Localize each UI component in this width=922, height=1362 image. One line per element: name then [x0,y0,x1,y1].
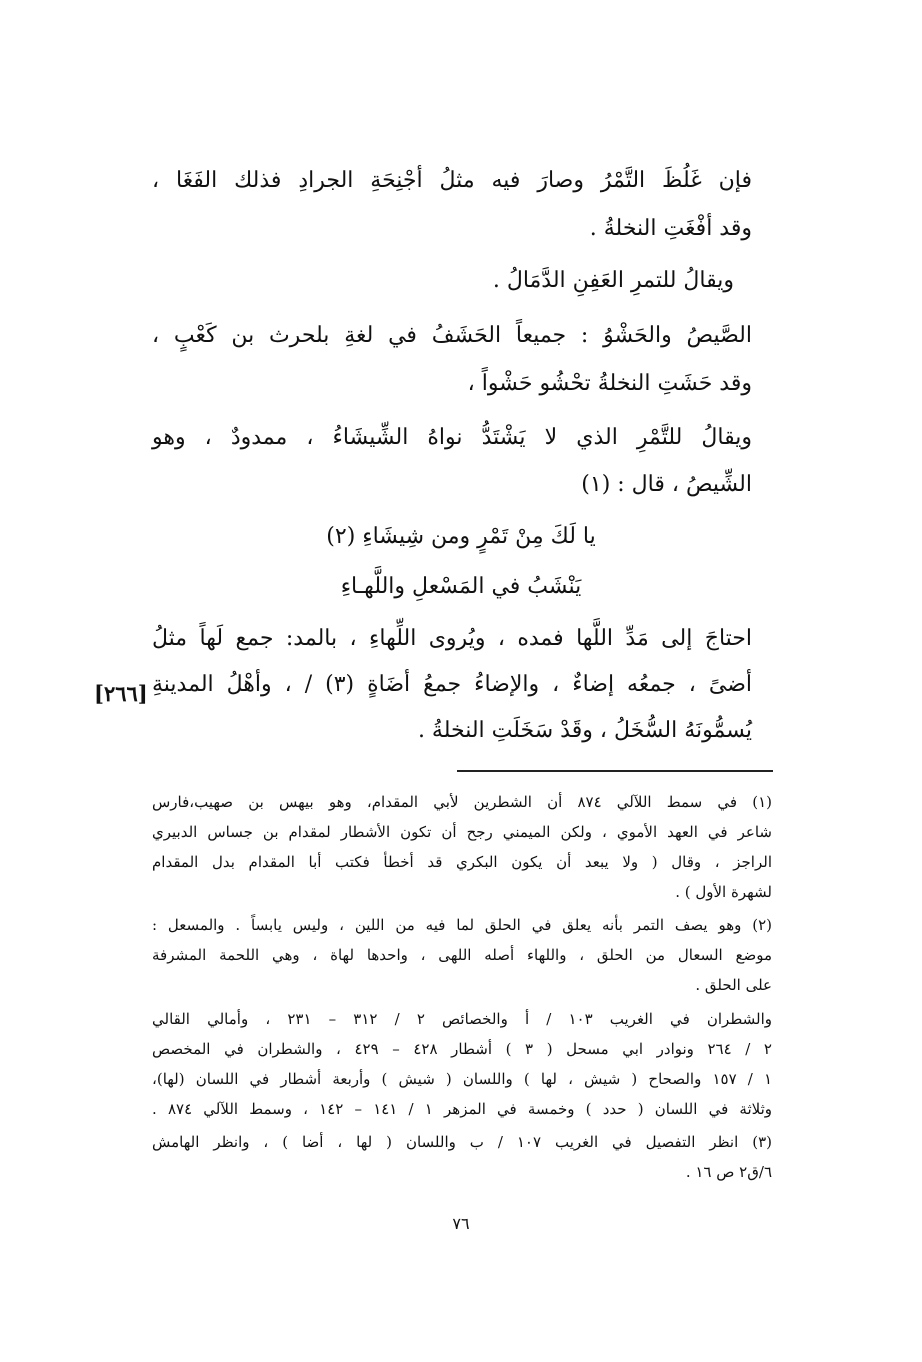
body-line-4: الصَّيصُ والحَشْوُ : جميعاً الحَشَفُ في لغةِ بلحرث بن كَعْبٍ ، [152,323,752,348]
page-number: ٧٦ [452,1214,470,1233]
body-line-10: يُسمُّونَهُ السُّخَلُ ، وقَدْ سَخَلَتِ النخلةُ . [417,718,752,743]
verse-line-1: يا لَكَ مِنْ تَمْرٍ ومن شِيشَاءِ (٢) [326,524,596,549]
body-line-9: أضىً ، جمعُه إضاءٌ ، والإضاءُ جمعُ أضَاةٍ (٣) / ، وأهْلُ المدينةِ [152,672,752,697]
footnote-2-line-1: (٢) وهو يصف التمر بأنه يعلق في الحلق لما فيه من اللين ، وليس يابساً . والمسعل : [152,916,772,934]
body-line-6: ويقالُ للتَّمْرِ الذي لا يَشْتَدُّ نواهُ الشِّيشَاءُ ، ممدودٌ ، وهو [152,425,752,450]
footnote-2-line-7: وثلاثة في اللسان ( حدد ) وخمسة في المزهر ١ / ١٤١ – ١٤٢ ، وسمط اللآلي ٨٧٤ . [152,1100,773,1118]
footnote-2-line-4: والشطران في الغريب ١٠٣ / أ والخصائص ٢ / ٣١٢ – ٢٣١ ، وأمالي القالي [152,1010,773,1028]
footnote-separator [457,770,773,772]
footnote-2-line-5: ٢ / ٢٦٤ ونوادر ابي مسحل ( ٣ ) أشطار ٤٢٨ – ٤٢٩ ، والشطران في المخصص [152,1040,772,1058]
body-line-2: وقد أفْغَتِ النخلةُ . [589,216,752,241]
margin-page-reference: [٢٦٦] [94,681,148,706]
footnote-1-line-2: شاعر في العهد الأموي ، ولكن الميمني رجح أن تكون الأشطار لمقدام بن جساس الدبيري [152,823,772,841]
verse-line-2: يَنْشَبُ في المَسْعلِ واللَّهـاءِ [340,574,582,599]
footnote-3-line-2: ٦/ق٢ ص ١٦ . [685,1163,772,1181]
footnote-1-line-1: (١) في سمط اللآلي ٨٧٤ أن الشطرين لأبي المقدام، وهو بيهس بن صهيب،فارس [152,793,772,811]
footnote-1-line-3: الراجز ، وقال ( ولا يبعد أن يكون البكري قد أخطأ فكتب أبا المقدام بدل المقدام [152,853,772,871]
footnote-2-line-2: موضع السعال من الحلق ، واللهاء أصله اللهى ، واحدها لهاة ، وهي اللحمة المشرفة [152,946,772,964]
footnote-3-line-1: (٣) انظر التفصيل في الغريب ١٠٧ / ب واللسان ( لها ، أضا ) ، وانظر الهامش [152,1133,772,1151]
footnote-2-line-6: ١ / ١٥٧ والصحاح ( شيش ، لها ) واللسان ( شيش ) وأربعة أشطار في اللسان (لها)، [152,1070,773,1088]
footnote-2-line-3: على الحلق . [695,976,772,994]
body-line-8: احتاجَ إلى مَدِّ اللَّها فمده ، ويُروى اللِّهاءِ ، بالمد: جمع لَهاً مثلُ [152,626,752,651]
footnote-1-line-4: لشهرة الأول ) . [675,883,772,901]
body-line-5: وقد حَشَتِ النخلةُ تحْشُو حَشْواً ، [467,371,752,396]
body-line-1: فإن غَلُظَ التَّمْرُ وصارَ فيه مثلُ أجْنِحَةِ الجرادِ فذلك الفَغَا ، [152,168,752,193]
body-line-3: ويقالُ للتمرِ العَفِنِ الدَّمَالُ . [492,268,734,293]
body-line-7: الشِّيصُ ، قال : (١) [581,472,752,497]
